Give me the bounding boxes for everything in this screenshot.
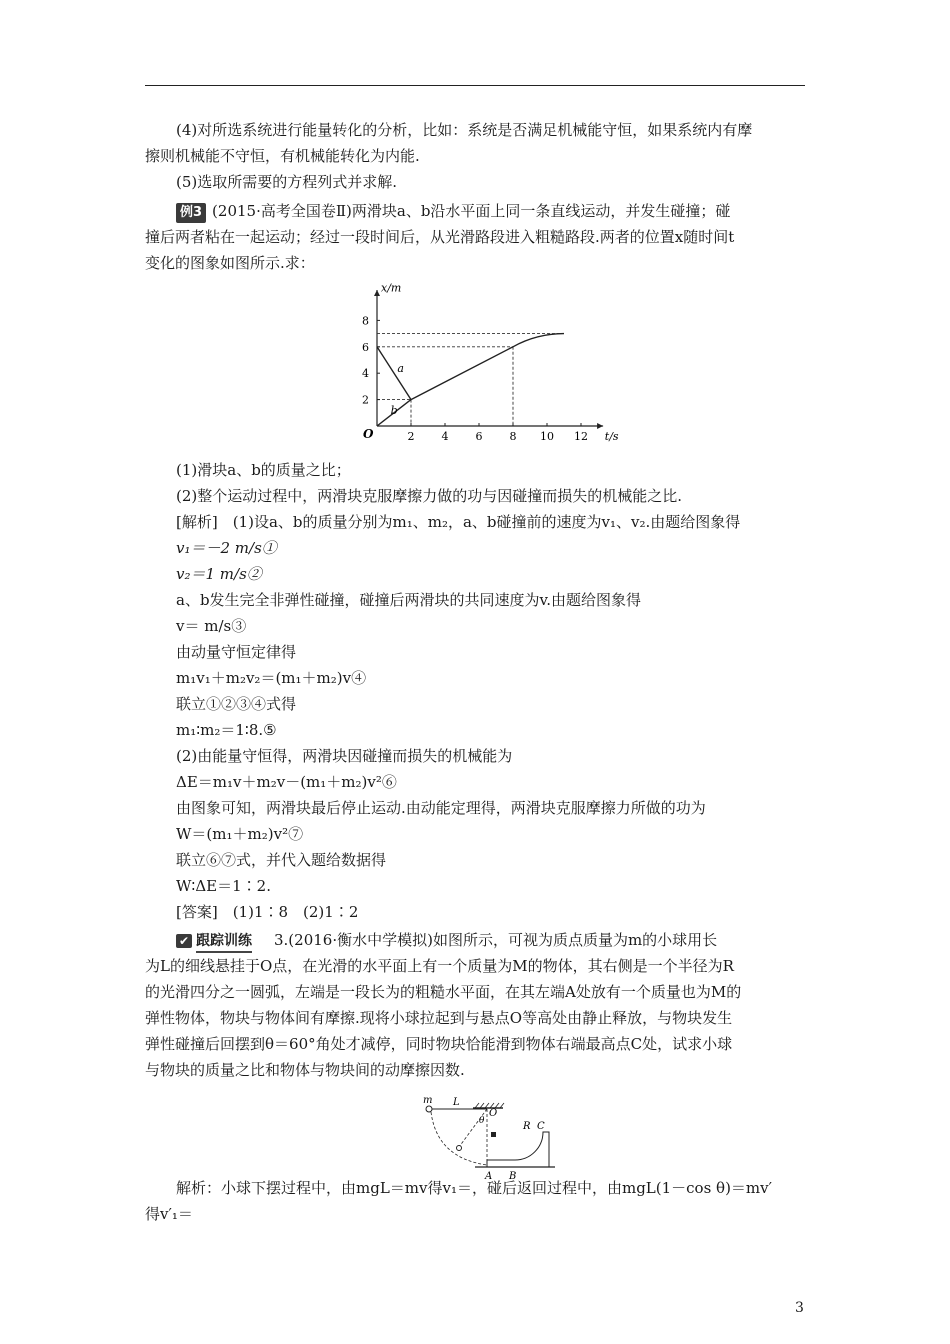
solution-line15: W∶ΔE＝1∶2. bbox=[176, 877, 271, 895]
series-rough bbox=[513, 334, 564, 347]
solution-line1: [解析] (1)设a、b的质量分别为m₁、m₂，a、b碰撞前的速度为v₁、v₂.由题给图象得 bbox=[176, 513, 741, 531]
solution-line9: m₁∶m₂＝1∶8.⑤ bbox=[176, 721, 277, 739]
para-5: (5)选取所需要的方程列式并求解. bbox=[176, 173, 398, 191]
series-label-b: b bbox=[390, 404, 398, 418]
header-rule bbox=[145, 85, 805, 86]
xtick-label-6: 6 bbox=[475, 430, 483, 443]
svg-text:θ: θ bbox=[479, 1116, 485, 1126]
xt-chart bbox=[355, 280, 645, 452]
xtick-label-12: 12 bbox=[574, 430, 588, 443]
solution-line4: a、b发生完全非弹性碰撞，碰撞后两滑块的共同速度为v.由题给图象得 bbox=[176, 591, 642, 609]
xtick-label-8: 8 bbox=[509, 430, 517, 443]
practice-tag: 跟踪训练 bbox=[196, 931, 252, 953]
practice-line6: 与物块的质量之比和物体与物块间的动摩擦因数. bbox=[145, 1061, 465, 1079]
y-axis-label: x/m bbox=[381, 281, 402, 295]
para-4-line1: (4)对所选系统进行能量转化的分析，比如：系统是否满足机械能守恒，如果系统内有摩 bbox=[176, 121, 753, 139]
practice-line2: 为L的细线悬挂于O点，在光滑的水平面上有一个质量为M的物体，其右侧是一个半径为R bbox=[145, 957, 734, 975]
example-tag: 例3 bbox=[176, 203, 206, 223]
solution-line10: (2)由能量守恒得，两滑块因碰撞而损失的机械能为 bbox=[176, 747, 513, 765]
solution-line2: v₁＝－2 m/s① bbox=[176, 539, 277, 557]
solution-line8: 联立①②③④式得 bbox=[176, 695, 297, 713]
ytick-label-8: 8 bbox=[362, 314, 369, 328]
question-1: (1)滑块a、b的质量之比； bbox=[176, 461, 351, 479]
series-a bbox=[377, 347, 411, 400]
xtick-label-2: 2 bbox=[407, 430, 415, 443]
solution-line14: 联立⑥⑦式，并代入题给数据得 bbox=[176, 851, 387, 869]
example-line1 bbox=[176, 201, 730, 223]
para-4-line2: 擦则机械能不守恒，有机械能转化为内能. bbox=[145, 147, 420, 165]
svg-text:C: C bbox=[537, 1121, 545, 1132]
solution-line6: 由动量守恒定律得 bbox=[176, 643, 297, 661]
svg-text:L: L bbox=[453, 1097, 460, 1108]
page-number: 3 bbox=[795, 1300, 804, 1316]
x-axis-label: t/s bbox=[604, 430, 619, 443]
series-label-a: a bbox=[397, 361, 404, 375]
solution-line13: W＝(m₁＋m₂)v²⑦ bbox=[176, 825, 304, 843]
answer-summary: [答案] (1)1∶8 (2)1∶2 bbox=[176, 903, 359, 921]
practice-line3: 的光滑四分之一圆弧，左端是一段长为的粗糙水平面，在其左端A处放有一个质量也为M的 bbox=[145, 983, 742, 1001]
origin-label: O bbox=[363, 427, 374, 441]
practice-text1: 3.(2016·衡水中学模拟)如图所示，可视为质点质量为m的小球用长 bbox=[274, 931, 718, 949]
question-2: (2)整个运动过程中，两滑块克服摩擦力做的功与因碰撞而损失的机械能之比. bbox=[176, 487, 683, 505]
xtick-label-4: 4 bbox=[441, 430, 449, 443]
solution-line5: v＝ m/s③ bbox=[176, 617, 247, 635]
pendulum-figure bbox=[415, 1090, 565, 1182]
example-text1: (2015·高考全国卷Ⅱ)两滑块a、b沿水平面上同一条直线运动，并发生碰撞；碰 bbox=[212, 202, 731, 220]
answer-line1: 解析：小球下摆过程中，由mgL＝mv得v₁＝，碰后返回过程中，由mgL(1－cos θ)＝mv′ bbox=[176, 1179, 773, 1197]
ytick-label-6: 6 bbox=[362, 340, 369, 354]
xtick-label-10: 10 bbox=[540, 430, 554, 443]
answer-line2: 得v′₁＝ bbox=[145, 1205, 193, 1223]
series-combined bbox=[411, 347, 513, 400]
x-axis-arrow bbox=[597, 423, 603, 429]
solution-line11: ΔE＝m₁v＋m₂v－(m₁＋m₂)v²⑥ bbox=[176, 773, 397, 791]
check-icon: ✔ bbox=[176, 934, 192, 948]
ytick-label-2: 2 bbox=[362, 393, 369, 407]
ytick-label-4: 4 bbox=[362, 367, 369, 381]
solution-line3: v₂＝1 m/s② bbox=[176, 565, 262, 583]
practice-line1 bbox=[176, 930, 717, 953]
solution-line7: m₁v₁＋m₂v₂＝(m₁＋m₂)v④ bbox=[176, 669, 367, 687]
svg-text:A: A bbox=[485, 1171, 493, 1182]
svg-text:O: O bbox=[489, 1108, 498, 1119]
example-line2: 撞后两者粘在一起运动；经过一段时间后，从光滑路段进入粗糙路段.两者的位置x随时间t bbox=[145, 228, 735, 246]
practice-line5: 弹性碰撞后回摆到θ＝60°角处才减停，同时物块恰能滑到物体右端最高点C处，试求小球 bbox=[145, 1035, 733, 1053]
y-axis-arrow bbox=[374, 290, 380, 296]
practice-line4: 弹性物体，物块与物体间有摩擦.现将小球拉起到与悬点O等高处由静止释放，与物块发生 bbox=[145, 1009, 733, 1027]
solution-line12: 由图象可知，两滑块最后停止运动.由动能定理得，两滑块克服摩擦力所做的功为 bbox=[176, 799, 706, 817]
svg-text:R: R bbox=[523, 1121, 531, 1132]
svg-text:B: B bbox=[509, 1171, 517, 1182]
example-line3: 变化的图象如图所示.求： bbox=[145, 254, 315, 272]
svg-text:m: m bbox=[423, 1095, 433, 1106]
